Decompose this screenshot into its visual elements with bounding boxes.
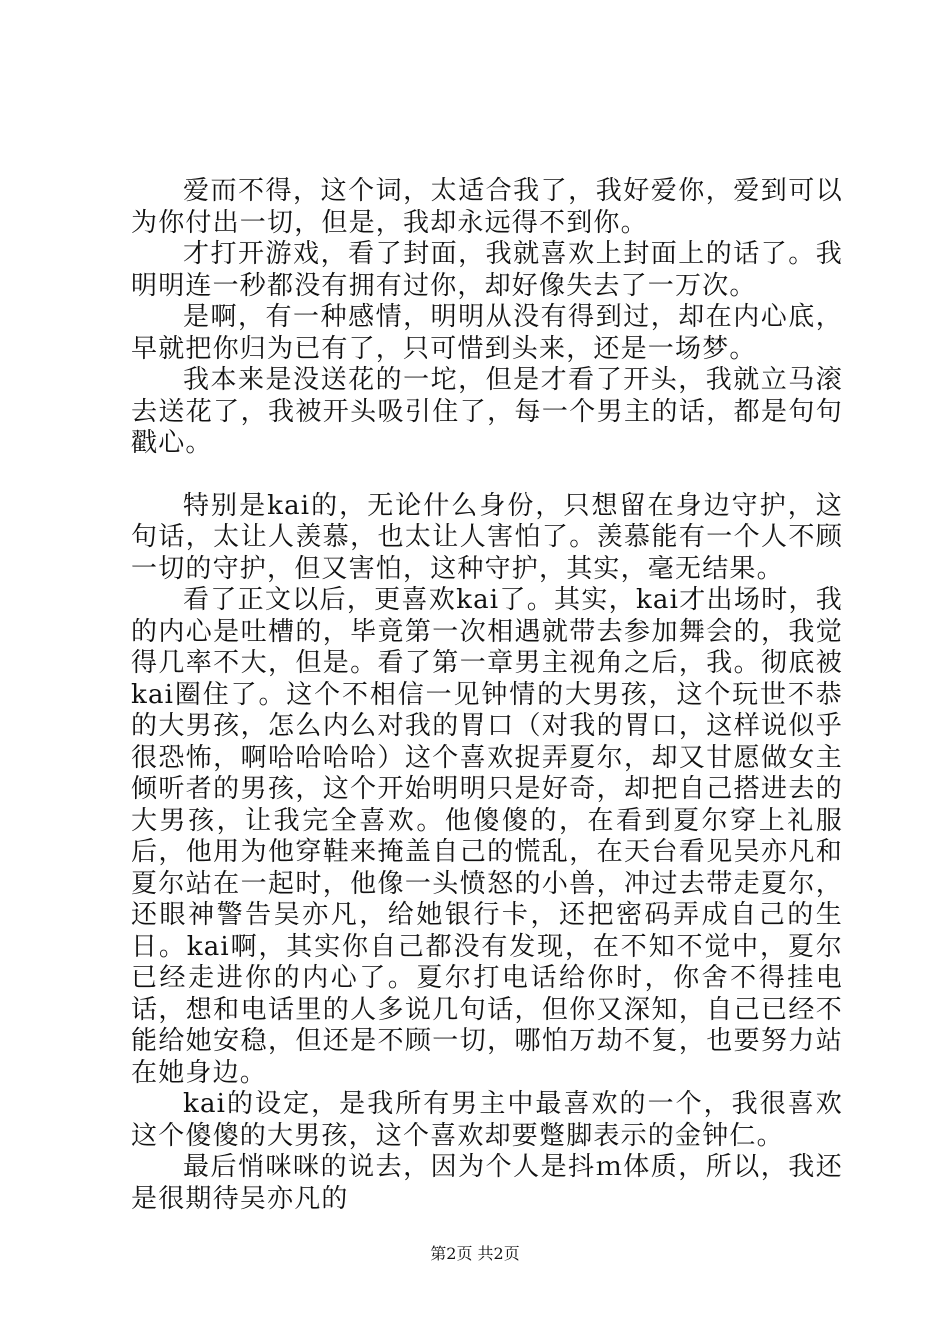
paragraph-3: 是啊，有一种感情，明明从没有得到过，却在内心底，早就把你归为已有了，只可惜到头来，还是一场梦。 [131, 302, 843, 364]
paragraph-7: kai的设定，是我所有男主中最喜欢的一个，我很喜欢这个傻傻的大男孩，这个喜欢却要蹩脚表示的金钟仁。 [131, 1089, 843, 1151]
paragraph-2: 才打开游戏，看了封面，我就喜欢上封面上的话了。我明明连一秒都没有拥有过你，却好像失去了一万次。 [131, 239, 843, 301]
paragraph-8: 最后悄咪咪的说去，因为个人是抖ｍ体质，所以，我还是很期待吴亦凡的 [131, 1152, 843, 1214]
paragraph-5: 特别是kai的，无论什么身份，只想留在身边守护，这句话，太让人羡慕，也太让人害怕了。羡慕能有一个人不顾一切的守护，但又害怕，这种守护，其实，毫无结果。 [131, 490, 843, 584]
page-footer: 第2页 共2页 [430, 1244, 520, 1263]
paragraph-1: 爱而不得，这个词，太适合我了，我好爱你，爱到可以为你付出一切，但是，我却永远得不到你。 [131, 176, 843, 238]
paragraph-6: 看了正文以后，更喜欢kai了。其实，kai才出场时，我的内心是吐槽的，毕竟第一次相遇就带去参加舞会的，我觉得几率不大，但是。看了第一章男主视角之后，我。彻底被kai圈住了。这个不相信一见钟情的大男孩，这个玩世不恭的大男孩，怎么内么对我的胃口（对我的胃口，这样说似乎很恐怖，啊哈哈哈哈）这个喜欢捉弄夏尔，却又甘愿做女主倾听者的男孩，这个开始明明只是好奇，却把自己搭进去的大男孩，让我完全喜欢。他傻傻的，在看到夏尔穿上礼服后，他用为他穿鞋来掩盖自己的慌乱，在天台看见吴亦凡和夏尔站在一起时，他像一头愤怒的小兽，冲过去带走夏尔，还眼神警告吴亦凡，给她银行卡，还把密码弄成自己的生日。kai啊，其实你自己都没有发现，在不知不觉中，夏尔已经走进你的内心了。夏尔打电话给你时，你舍不得挂电话，想和电话里的人多说几句话，但你又深知，自己已经不能给她安稳，但还是不顾一切，哪怕万劫不复，也要努力站在她身边。 [131, 585, 843, 1088]
paragraph-4: 我本来是没送花的一坨，但是才看了开头，我就立马滚去送花了，我被开头吸引住了，每一个男主的话，都是句句戳心。 [131, 365, 843, 458]
document-body [131, 176, 843, 1215]
